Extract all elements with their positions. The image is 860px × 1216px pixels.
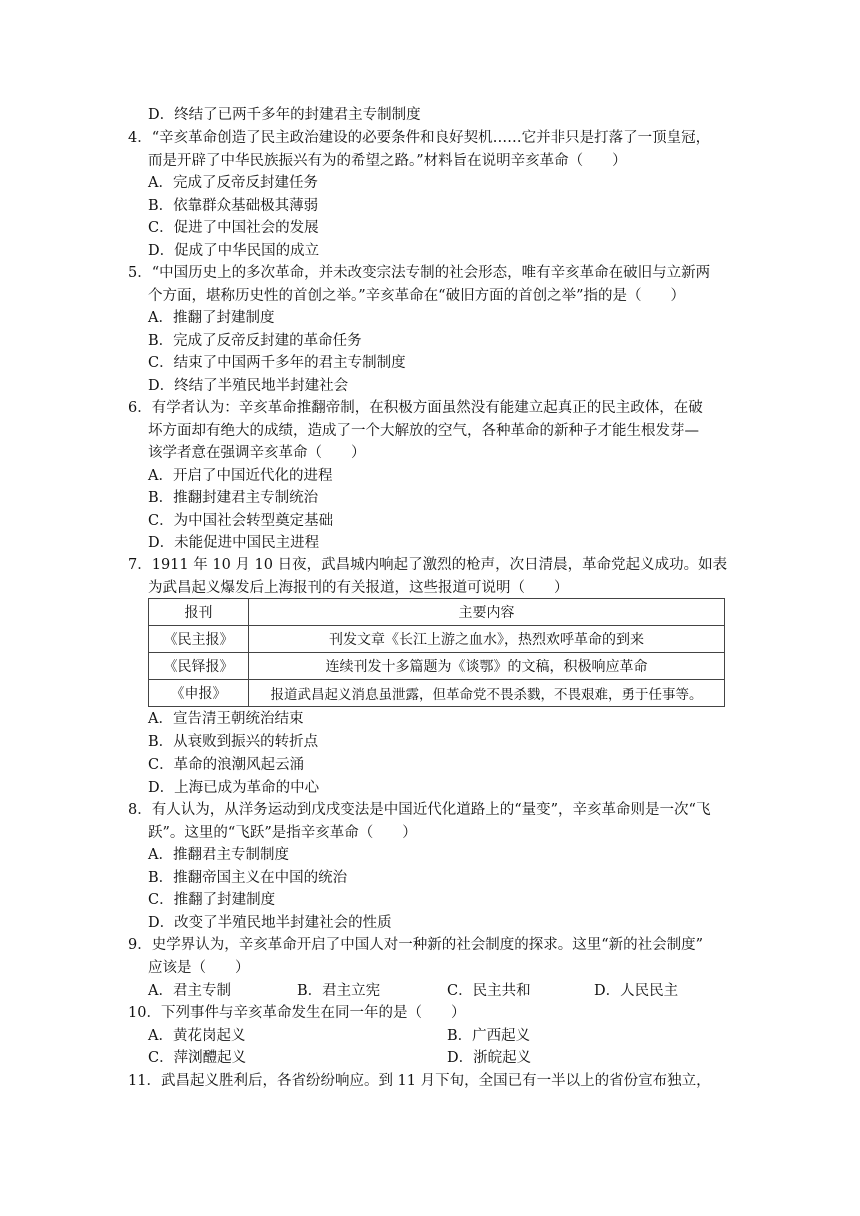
table-cell-newspaper: 《民主报》: [149, 626, 249, 653]
q7-stem-line1: 7．1911 年 10 月 10 日夜，武昌城内响起了激烈的枪声，次日清晨，革命党起义成功。如表: [128, 557, 728, 573]
q9-stem-line2: 应该是（ ）: [148, 960, 250, 976]
q6-option-b[interactable]: B．推翻封建君主专制统治: [148, 490, 319, 506]
q9-option-b[interactable]: B．君主立宪: [297, 983, 381, 999]
table-cell-content: 刊发文章《长江上游之血水》，热烈欢呼革命的到来: [249, 626, 725, 653]
q6-stem-line2: 坏方面却有绝大的成绩，造成了一个大解放的空气，各种革命的新种子才能生根发芽—: [148, 423, 699, 439]
q4-option-b[interactable]: B．依靠群众基础极其薄弱: [148, 198, 319, 214]
table-cell-newspaper: 《民铎报》: [149, 653, 249, 680]
q8-stem-line1: 8．有人认为，从洋务运动到戊戌变法是中国近代化道路上的“量变”，辛亥革命则是一次“飞: [128, 802, 711, 818]
q5-option-c[interactable]: C．结束了中国两千多年的君主专制制度: [148, 355, 406, 371]
table-row: [149, 680, 725, 707]
q9-stem-line1: 9．史学界认为，辛亥革命开启了中国人对一种新的社会制度的探求。这里“新的社会制度”: [128, 937, 704, 953]
q9-option-d[interactable]: D．人民民主: [594, 983, 679, 999]
table-row: [149, 653, 725, 680]
q4-option-a[interactable]: A．完成了反帝反封建任务: [148, 175, 318, 191]
q10-option-b[interactable]: B．广西起义: [447, 1028, 531, 1044]
q4-option-c[interactable]: C．促进了中国社会的发展: [148, 220, 319, 236]
q7-option-a[interactable]: A．宣告清王朝统治结束: [148, 711, 304, 727]
q7-option-b[interactable]: B．从衰败到振兴的转折点: [148, 734, 319, 750]
table-row: [149, 626, 725, 653]
q4-option-d[interactable]: D．促成了中华民国的成立: [148, 243, 320, 259]
q7-stem-line2: 为武昌起义爆发后上海报刊的有关报道，这些报道可说明（ ）: [148, 580, 569, 596]
q10-stem: 10．下列事件与辛亥革命发生在同一年的是（ ）: [128, 1005, 466, 1021]
q7-option-d[interactable]: D．上海已成为革命的中心: [148, 780, 320, 796]
q8-option-d[interactable]: D．改变了半殖民地半封建社会的性质: [148, 915, 392, 931]
q4-stem-line2: 而是开辟了中华民族振兴有为的希望之路。”材料旨在说明辛亥革命（ ）: [148, 153, 627, 169]
table-cell-content: 报道武昌起义消息虽泄露，但革命党不畏杀戮，不畏艰难，勇于任事等。: [249, 680, 725, 707]
q6-option-a[interactable]: A．开启了中国近代化的进程: [148, 468, 333, 484]
table-cell-content: 连续刊发十多篇题为《谈鄂》的文稿，积极响应革命: [249, 653, 725, 680]
q5-stem-line1: 5．“中国历史上的多次革命，并未改变宗法专制的社会形态，唯有辛亥革命在破旧与立新两: [128, 265, 711, 281]
q3-option-d[interactable]: D．终结了已两千多年的封建君主专制制度: [148, 107, 421, 123]
q7-option-c[interactable]: C．革命的浪潮风起云涌: [148, 757, 305, 773]
q5-stem-line2: 个方面，堪称历史性的首创之举。”辛亥革命在“破旧方面的首创之举”指的是（ ）: [148, 288, 685, 304]
q6-stem-line1: 6．有学者认为：辛亥革命推翻帝制，在积极方面虽然没有能建立起真正的民主政体，在破: [128, 400, 703, 416]
q6-option-c[interactable]: C．为中国社会转型奠定基础: [148, 513, 334, 529]
table-header-cell: 主要内容: [249, 599, 725, 626]
q8-option-c[interactable]: C．推翻了封建制度: [148, 892, 276, 908]
q8-stem-line2: 跃”。这里的“飞跃”是指辛亥革命（ ）: [148, 825, 417, 841]
q6-stem-line3: 该学者意在强调辛亥革命（ ）: [148, 445, 366, 461]
q5-option-b[interactable]: B．完成了反帝反封建的革命任务: [148, 333, 362, 349]
q5-option-d[interactable]: D．终结了半殖民地半封建社会: [148, 378, 349, 394]
q10-option-d[interactable]: D．浙皖起义: [447, 1050, 532, 1066]
q8-option-a[interactable]: A．推翻君主专制制度: [148, 847, 289, 863]
q6-option-d[interactable]: D．未能促进中国民主进程: [148, 535, 320, 551]
q9-option-c[interactable]: C．民主共和: [447, 983, 531, 999]
table-header-row: [149, 599, 725, 626]
table-header-cell: 报刊: [149, 599, 249, 626]
q10-option-a[interactable]: A．黄花岗起义: [148, 1028, 246, 1044]
q8-option-b[interactable]: B．推翻帝国主义在中国的统治: [148, 870, 348, 886]
q10-option-c[interactable]: C．萍浏醴起义: [148, 1050, 247, 1066]
table-cell-newspaper: 《申报》: [149, 680, 249, 707]
q7-newspaper-table: [148, 598, 725, 707]
q9-option-a[interactable]: A．君主专制: [148, 983, 231, 999]
q11-stem-line1: 11．武昌起义胜利后，各省纷纷响应。到 11 月下旬，全国已有一半以上的省份宣布独立，: [128, 1073, 711, 1089]
q5-option-a[interactable]: A．推翻了封建制度: [148, 310, 275, 326]
q4-stem-line1: 4．“辛亥革命创造了民主政治建设的必要条件和良好契机……它并非只是打落了一顶皇冠，: [128, 130, 711, 146]
